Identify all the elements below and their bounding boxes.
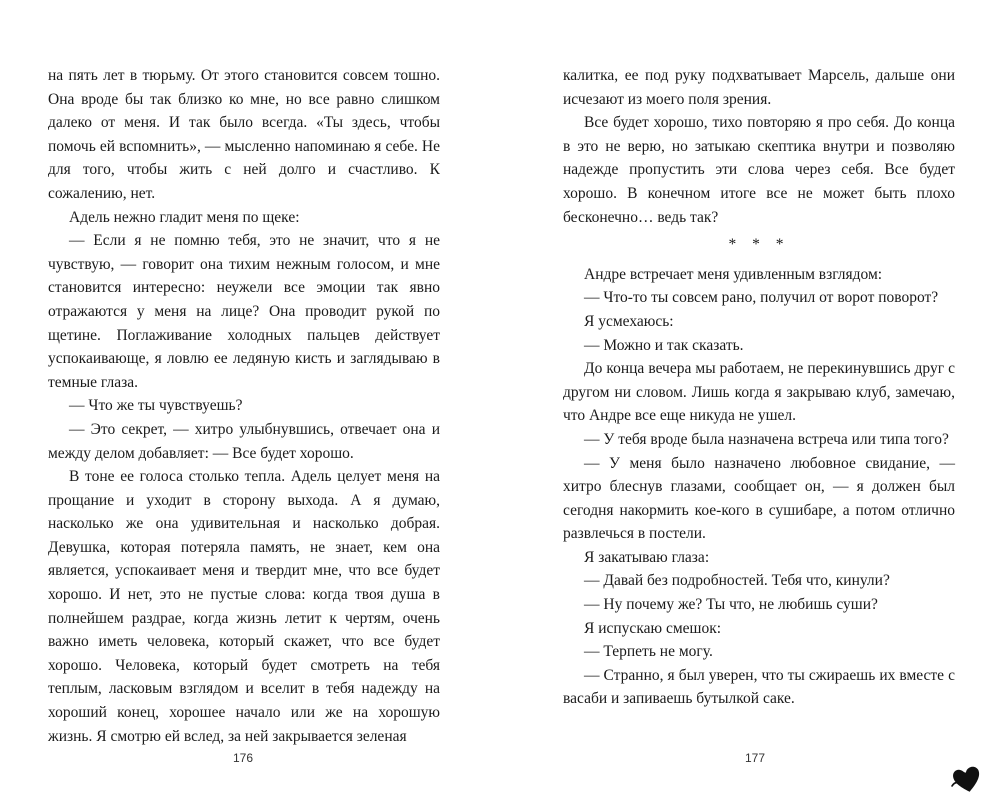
paragraph: Андре встречает меня удивленным взглядом:: [584, 265, 883, 283]
paragraph: В тоне ее голоса столько тепла. Адель целует меня на прощание и уходит в сторону выхода. А я думаю, насколько же она удивительная и насколько добрая. Девушка, которая потеряла память, не знает, кем она является, успокаивает меня и твердит мне, что все будет хорошо. И нет, это не пустые слова: когда твоя душа в полнейшем раздрае, когда жизнь летит к чертям, очень важно иметь человека, который скажет, что все будет хорошо. Человека, который будет смотреть на тебя теплым, ласковым взглядом и вселит в тебя надежду на хороший конец, хорошее начало или же на хорошую жизнь. Я смотрю ей вслед, за ней закрывается зеленая: [48, 468, 440, 745]
heart-icon: [950, 762, 984, 796]
left-page: [48, 64, 440, 748]
paragraph: — Давай без подробностей. Тебя что, кинули?: [584, 572, 890, 590]
paragraph: — Можно и так сказать.: [584, 336, 744, 354]
paragraph: на пять лет в тюрьму. От этого становится совсем тошно. Она вроде бы так близко ко мне, но все равно слишком далеко от меня. И так было всегда. «Ты здесь, чтобы помочь ей вспомнить», — мысленно напоминаю я себе. Не для того, чтобы жить с ней долго и счастливо. К сожалению, нет.: [48, 67, 440, 202]
paragraph: — Если я не помню тебя, это не значит, что я не чувствую, — говорит она тихим нежным голосом, и мне становится интересно: неужели все эмоции так явно отражаются у меня на лице? Она проводит рукой по щетине. Поглаживание холодных пальцев действует успокаивающе, я ловлю ее ледяную кисть и заглядываю в темные глаза.: [48, 232, 440, 391]
paragraph: калитка, ее под руку подхватывает Марсель, дальше они исчезают из моего поля зрения.: [563, 67, 955, 108]
paragraph: — Что же ты чувствуешь?: [69, 397, 243, 415]
paragraph: Я закатываю глаза:: [584, 548, 710, 566]
paragraph: — Это секрет, — хитро улыбнувшись, отвечает она и между делом добавляет: — Все будет хорошо.: [48, 420, 440, 462]
paragraph: — Ну почему же? Ты что, не любишь суши?: [584, 596, 878, 614]
right-page: [563, 64, 955, 711]
paragraph: Все будет хорошо, тихо повторяю я про себя. До конца в это не верю, но затыкаю скептика внутри и позволяю надежде пропустить эти слова через себя. Все будет хорошо. В конечном итоге все не может быть плохо бесконечно… ведь так?: [563, 114, 955, 226]
section-separator: * * *: [728, 236, 790, 254]
page-number-left: 176: [233, 751, 254, 765]
paragraph: Я усмехаюсь:: [584, 312, 674, 330]
paragraph: — У тебя вроде была назначена встреча или типа того?: [584, 430, 949, 448]
page-number-right: 177: [745, 751, 766, 765]
paragraph: — Странно, я был уверен, что ты сжираешь их вместе с васаби и запиваешь бутылкой саке.: [563, 666, 955, 708]
paragraph: — У меня было назначено любовное свидание, — хитро блеснув глазами, сообщает он, — я должен был сегодня накормить кое-кого в сушибаре, а потом отлично развлечься в постели.: [563, 454, 955, 543]
paragraph: — Терпеть не могу.: [584, 643, 713, 661]
paragraph: До конца вечера мы работаем, не перекинувшись друг с другом ни словом. Лишь когда я закрываю клуб, замечаю, что Андре все еще никуда не ушел.: [563, 360, 955, 425]
paragraph: Я испускаю смешок:: [584, 619, 722, 637]
paragraph: — Что-то ты совсем рано, получил от ворот поворот?: [584, 289, 939, 307]
paragraph: Адель нежно гладит меня по щеке:: [69, 208, 300, 226]
